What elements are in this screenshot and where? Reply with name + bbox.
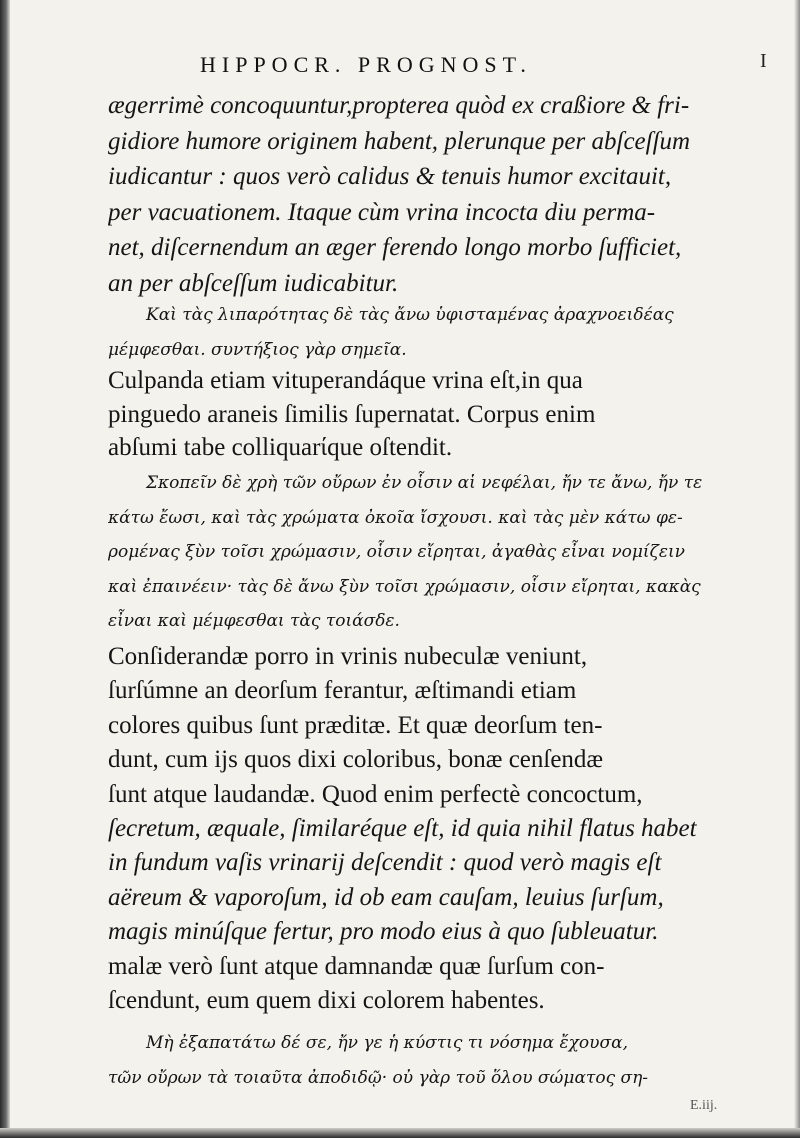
text-line: ægerrimè concoquuntur,propterea quòd ex craßiore & fri- (108, 92, 690, 119)
text-line: abſumi tabe colliquarίque oſtendit. (108, 434, 453, 461)
text-line: pinguedo araneis ſimilis ſupernatat. Corpus enim (108, 400, 596, 428)
running-title: HIPPOCR. PROGNOST. (200, 52, 532, 77)
text-line: ſunt atque laudandæ. Quod enim perfectè concoctum, (108, 780, 643, 808)
text-line: μέμφεσθαι. συντήξιος γὰρ σημεῖα. (108, 339, 407, 360)
text-line: Culpanda etiam vituperandáque vrina eſt,in qua (108, 367, 583, 394)
text-line: per vacuationem. Itaque cùm vrina incocta diu perma- (108, 198, 656, 226)
text-line: ſurſúmne an deorſum ferantur, æſtimandi etiam (108, 677, 577, 705)
latin-italic-paragraph (108, 88, 748, 302)
greek-paragraph-3 (108, 1026, 748, 1095)
text-line: net, diſcernendum an æger ferendo longo morbo ſufficiet, (108, 234, 682, 262)
text-line: Μὴ ἐξαπατάτω δέ σε, ἤν γε ἡ κύστις τι νόσημα ἔχουσα, (146, 1033, 628, 1053)
text-line: an per abſceſſum iudicabitur. (108, 269, 399, 297)
text-line: malæ verò ſunt atque damnandæ quæ ſurſum con- (108, 952, 605, 980)
page-mark: I (760, 50, 767, 72)
text-line: colores quibus ſunt præditæ. Et quæ deorſum ten- (108, 711, 603, 739)
text-line: τῶν οὔρων τὰ τοιαῦτα ἀποδιδῷ· οὐ γὰρ τοῦ ὅλου σώματος ση- (108, 1067, 649, 1088)
text-line: Καὶ τὰς λιπαρότητας δὲ τὰς ἄνω ὑφισταμένας ἀραχνοειδέας (146, 305, 674, 325)
latin-roman-paragraph-1 (108, 364, 748, 465)
signature-mark: E.iij. (690, 1098, 718, 1113)
page-edge-right (794, 0, 800, 1138)
greek-paragraph-2 (108, 466, 748, 639)
text-line: κάτω ἔωσι, καὶ τὰς χρώματα ὀκοῖα ἴσχουσι. καὶ τὰς μὲν κάτω φε- (108, 507, 683, 528)
greek-paragraph-1 (108, 298, 748, 367)
text-line: καὶ ἐπαινέειν· τὰς δὲ ἄνω ξὺν τοῖσι χρώμασιν, οἷσιν εἴρηται, κακὰς (108, 576, 701, 597)
latin-roman-paragraph-2 (108, 640, 748, 1018)
text-line: dunt, cum ijs quos dixi coloribus, bonæ cenſendæ (108, 746, 604, 774)
text-line: Conſiderandæ porro in vrinis nubeculæ veniunt, (108, 643, 588, 670)
page-edge-bottom (0, 1128, 800, 1138)
text-line: ſcendunt, eum quem dixi colorem habentes. (108, 986, 545, 1014)
page-gutter-shadow (0, 0, 10, 1138)
text-line: iudicantur : quos verò calidus & tenuis humor excitauit, (108, 163, 672, 191)
text-line: ſecretum, æquale, ſimilaréque eſt, id quia nihil flatus habet (108, 814, 697, 842)
text-line: εἶναι καὶ μέμφεσθαι τὰς τοιάσδε. (108, 611, 400, 631)
text-line: in fundum vaſis vrinarij deſcendit : quod verò magis eſt (108, 849, 662, 877)
text-line: gidiore humore originem habent, plerunque per abſceſſum (108, 127, 691, 155)
text-line: Σκοπεῖν δὲ χρὴ τῶν οὔρων ἐν οἷσιν αἱ νεφέλαι, ἤν τε ἄνω, ἤν τε (146, 473, 703, 493)
text-line: ρομένας ξὺν τοῖσι χρώμασιν, οἷσιν εἴρηται, ἀγαθὰς εἶναι νομίζειν (108, 542, 685, 562)
text-line: magis minúſque fertur, pro modo eius à quo ſubleuatur. (108, 918, 659, 946)
text-line: aëreum & vaporoſum, id ob eam cauſam, leuius ſurſum, (108, 883, 664, 911)
